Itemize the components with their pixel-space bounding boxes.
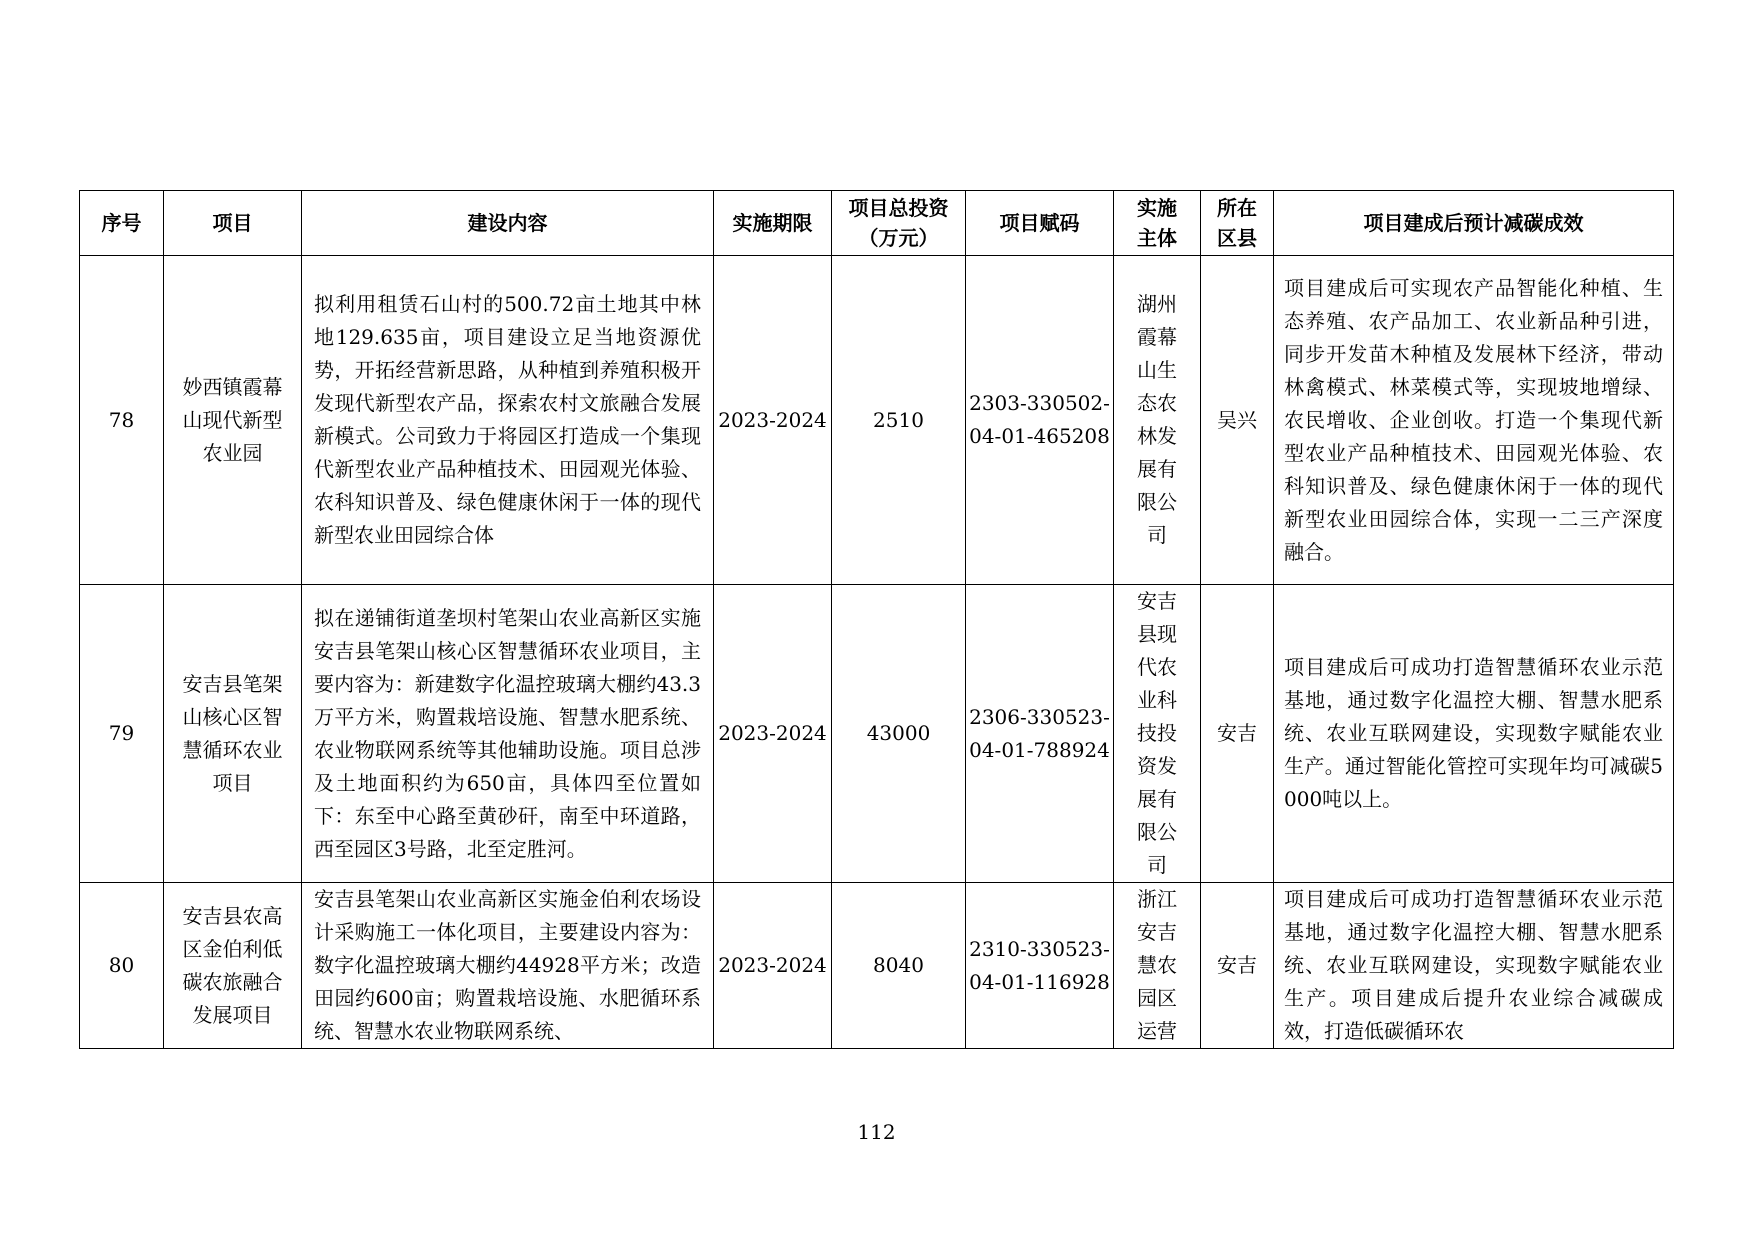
cell-code-line1: 2310-330523- <box>969 936 1110 961</box>
header-period: 实施期限 <box>714 191 832 256</box>
table-body <box>80 256 1674 1049</box>
header-row <box>80 191 1674 256</box>
cell-effect: 项目建成后可实现农产品智能化种植、生态养殖、农产品加工、农业新品种引进，同步开发苗木种植及发展林下经济，带动林禽模式、林菜模式等，实现坡地增绿、农民增收、企业创收。打造一个集现代新型农业产品种植技术、田园观光体验、农科知识普及、绿色健康休闲于一体的现代新型农业田园综合体，实现一二三产深度融合。 <box>1274 256 1674 585</box>
cell-code-line2: 04-01-116928 <box>969 969 1110 994</box>
cell-code-line2: 04-01-788924 <box>969 737 1110 762</box>
header-county-line1: 所在 <box>1217 196 1257 220</box>
cell-investment: 8040 <box>832 883 966 1049</box>
header-seq: 序号 <box>80 191 164 256</box>
header-entity-line2: 主体 <box>1137 226 1177 250</box>
cell-entity: 湖州霞幕山生态农林发展有限公司 <box>1114 256 1201 585</box>
header-entity <box>1114 191 1201 256</box>
cell-code-line1: 2303-330502- <box>969 391 1110 415</box>
header-county <box>1201 191 1274 256</box>
header-county-line2: 区县 <box>1217 226 1257 250</box>
header-content: 建设内容 <box>302 191 714 256</box>
cell-code-line1: 2306-330523- <box>969 704 1110 729</box>
cell-period: 2023-2024 <box>714 256 832 585</box>
cell-county: 安吉 <box>1201 585 1274 883</box>
cell-period: 2023-2024 <box>714 883 832 1049</box>
cell-seq: 80 <box>80 883 164 1049</box>
cell-entity: 浙江安吉慧农园区运营 <box>1114 883 1201 1049</box>
cell-content: 拟利用租赁石山村的500.72亩土地其中林地129.635亩，项目建设立足当地资源优势，开拓经营新思路，从种植到养殖积极开发现代新型农产品，探索农村文旅融合发展新模式。公司致力于将园区打造成一个集现代新型农业产品种植技术、田园观光体验、农科知识普及、绿色健康休闲于一体的现代新型农业田园综合体 <box>302 256 714 585</box>
cell-code <box>966 585 1114 883</box>
cell-code-line2: 04-01-465208 <box>969 424 1110 448</box>
table-row <box>80 585 1674 883</box>
cell-county: 吴兴 <box>1201 256 1274 585</box>
project-table <box>79 190 1674 1049</box>
cell-code <box>966 256 1114 585</box>
cell-entity: 安吉县现代农业科技投资发展有限公司 <box>1114 585 1201 883</box>
cell-investment: 43000 <box>832 585 966 883</box>
header-investment-line1: 项目总投资 <box>848 196 949 220</box>
cell-effect: 项目建成后可成功打造智慧循环农业示范基地，通过数字化温控大棚、智慧水肥系统、农业互联网建设，实现数字赋能农业生产。项目建成后提升农业综合减碳成效，打造低碳循环农 <box>1274 883 1674 1049</box>
cell-project: 安吉县笔架山核心区智慧循环农业项目 <box>164 585 302 883</box>
cell-investment: 2510 <box>832 256 966 585</box>
cell-project: 安吉县农高区金伯利低碳农旅融合发展项目 <box>164 883 302 1049</box>
header-project: 项目 <box>164 191 302 256</box>
header-investment-line2: （万元） <box>858 226 939 250</box>
cell-seq: 79 <box>80 585 164 883</box>
header-effect: 项目建成后预计减碳成效 <box>1274 191 1674 256</box>
header-investment <box>832 191 966 256</box>
cell-seq: 78 <box>80 256 164 585</box>
table-row <box>80 256 1674 585</box>
cell-content: 安吉县笔架山农业高新区实施金伯利农场设计采购施工一体化项目，主要建设内容为：数字化温控玻璃大棚约44928平方米；改造田园约600亩；购置栽培设施、水肥循环系统、智慧水农业物联网系统、 <box>302 883 714 1049</box>
page-number: 112 <box>857 1120 896 1144</box>
cell-effect: 项目建成后可成功打造智慧循环农业示范基地，通过数字化温控大棚、智慧水肥系统、农业互联网建设，实现数字赋能农业生产。通过智能化管控可实现年均可减碳5000吨以上。 <box>1274 585 1674 883</box>
cell-content: 拟在递铺街道垄坝村笔架山农业高新区实施安吉县笔架山核心区智慧循环农业项目，主要内容为：新建数字化温控玻璃大棚约43.3万平方米，购置栽培设施、智慧水肥系统、农业物联网系统等其他辅助设施。项目总涉及土地面积约为650亩，具体四至位置如下：东至中心路至黄砂矸，南至中环道路，西至园区3号路，北至定胜河。 <box>302 585 714 883</box>
header-code: 项目赋码 <box>966 191 1114 256</box>
table-header <box>80 191 1674 256</box>
header-entity-line1: 实施 <box>1137 196 1177 220</box>
cell-code <box>966 883 1114 1049</box>
cell-county: 安吉 <box>1201 883 1274 1049</box>
cell-period: 2023-2024 <box>714 585 832 883</box>
table-row <box>80 883 1674 1049</box>
cell-project: 妙西镇霞幕山现代新型农业园 <box>164 256 302 585</box>
